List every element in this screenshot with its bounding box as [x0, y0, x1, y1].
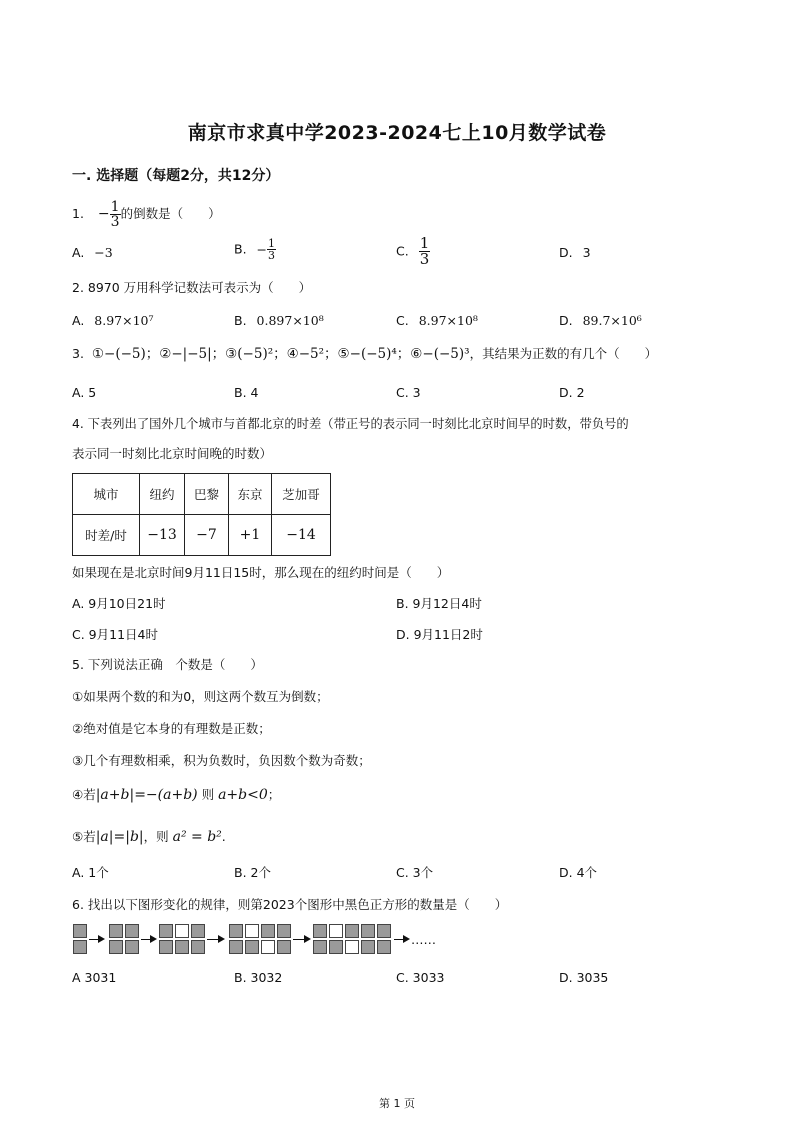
question-6: 6. 找出以下图形变化的规律，则第2023个图形中黑色正方形的数量是（ ） [72, 897, 508, 912]
gray-square [229, 924, 243, 938]
option-c: C. 9月11日4时 [72, 627, 158, 642]
option-a [72, 313, 154, 329]
gray-square [329, 940, 343, 954]
option-b: B. 4 [234, 385, 259, 400]
white-square [261, 940, 275, 954]
option-value: 89.7×10⁶ [582, 313, 642, 328]
gray-square [191, 940, 205, 954]
gray-square [109, 924, 123, 938]
option-d: D. 2 [559, 385, 585, 400]
question-4-line-1: 4. 下表列出了国外几个城市与首都北京的时差（带正号的表示同一时刻比北京时间早的时数，带负号的 [72, 417, 629, 431]
option-value: 8.97×10⁸ [418, 313, 478, 328]
option-label: C. [396, 243, 409, 259]
fraction [267, 238, 276, 261]
option-d: D. 3035 [559, 970, 609, 985]
gray-square [175, 940, 189, 954]
neg-sign: − [97, 206, 110, 222]
statement-text: ，则 [143, 829, 173, 844]
math-expression: a+b<0 [218, 787, 268, 803]
option-label: D. [559, 245, 573, 260]
gray-square [125, 940, 139, 954]
table-cell: −7 [185, 515, 229, 556]
option-d [559, 245, 591, 261]
option-label: B. [234, 241, 247, 257]
option-d [559, 313, 642, 329]
statement-3: ③几个有理数相乘，积为负数时，负因数个数为奇数； [72, 753, 371, 768]
table-cell: −14 [272, 515, 331, 556]
gray-square [159, 924, 173, 938]
option-label: C. [396, 313, 409, 328]
gray-square [377, 924, 391, 938]
option-value: 3 [582, 245, 591, 260]
math-expression: |a|=|b| [95, 829, 144, 845]
fraction-denominator: 3 [419, 250, 430, 268]
statement-text: . [221, 829, 226, 844]
fraction [110, 200, 121, 229]
neg-sign: − [256, 241, 268, 257]
gray-square [313, 940, 327, 954]
white-square [175, 924, 189, 938]
option-value: 0.897×10⁸ [256, 313, 324, 328]
page-title: 南京市求真中学2023-2024七上10月数学试卷 [187, 122, 607, 144]
statement-4 [72, 787, 280, 803]
gray-square [377, 940, 391, 954]
gray-square [125, 924, 139, 938]
option-a: A 3031 [72, 970, 117, 985]
gray-square [313, 924, 327, 938]
white-square [345, 940, 359, 954]
option-b: B. 3032 [234, 970, 283, 985]
question-2: 2. 8970 万用科学记数法可表示为（ ） [72, 280, 312, 295]
table-row [73, 474, 331, 515]
gray-square [277, 940, 291, 954]
option-label: D. [559, 313, 573, 328]
option-label: B. [234, 313, 247, 328]
option-a [72, 245, 113, 261]
statement-prefix: ⑤若 [72, 829, 96, 844]
gray-square [229, 940, 243, 954]
question-number: 3. [72, 346, 84, 361]
statement-text: 则 [197, 787, 219, 802]
gray-square [159, 940, 173, 954]
statement-2: ②绝对值是它本身的有理数是正数； [72, 721, 271, 736]
fraction-numerator: 1 [110, 199, 120, 215]
table-row [73, 515, 331, 556]
white-square [329, 924, 343, 938]
section-heading: 一. 选择题（每题2分，共12分） [72, 168, 280, 184]
option-a: A. 1个 [72, 865, 109, 880]
math-expression: |a+b|=−(a+b) [95, 787, 198, 803]
question-text: ，其结果为正数的有几个（ ） [469, 346, 658, 361]
gray-square [361, 940, 375, 954]
table-cell: +1 [229, 515, 272, 556]
option-b [234, 313, 324, 329]
option-b: B. 9月12日4时 [396, 596, 482, 611]
question-5: 5. 下列说法正确 个数是（ ） [72, 657, 263, 672]
option-a: A. 5 [72, 385, 97, 400]
option-d: D. 4个 [559, 865, 598, 880]
time-difference-table [72, 473, 331, 556]
table-header-cell: 纽约 [140, 474, 185, 515]
gray-square [345, 924, 359, 938]
question-text: 的倒数是（ ） [120, 206, 221, 221]
option-b: B. 2个 [234, 865, 271, 880]
statement-1: ①如果两个数的和为0，则这两个数互为倒数； [72, 689, 329, 704]
page-number: 第 1 页 [379, 1097, 415, 1110]
option-label: A. [72, 313, 85, 328]
option-c: C. 3 [396, 385, 421, 400]
fraction [419, 236, 431, 267]
question-4-prompt: 如果现在是北京时间9月11日15时，那么现在的纽约时间是（ ） [72, 565, 450, 580]
question-4-line-2: 表示同一时刻比北京时间晚的时数） [72, 446, 273, 461]
fraction-denominator: 3 [110, 214, 120, 230]
option-c: C. 3个 [396, 865, 434, 880]
gray-square [277, 924, 291, 938]
table-header-cell: 城市 [73, 474, 140, 515]
table-header-cell: 芝加哥 [272, 474, 331, 515]
option-c [396, 313, 478, 329]
fraction-numerator: 1 [268, 237, 276, 250]
fraction-numerator: 1 [419, 234, 430, 252]
question-1 [72, 200, 221, 229]
option-value: 8.97×10⁷ [94, 313, 154, 328]
table-header-cell: 巴黎 [185, 474, 229, 515]
option-c: C. 3033 [396, 970, 445, 985]
gray-square [73, 940, 87, 954]
statement-text: ； [267, 787, 281, 802]
math-expression: ①−(−5)；②−|−5|；③(−5)²；④−5²；⑤−(−5)⁴；⑥−(−5)³ [91, 346, 470, 362]
gray-square [191, 924, 205, 938]
statement-prefix: ④若 [72, 787, 96, 802]
ellipsis: …… [411, 932, 436, 947]
arrow-right-icon [394, 939, 408, 940]
gray-square [109, 940, 123, 954]
arrow-right-icon [89, 939, 103, 940]
arrow-right-icon [293, 939, 309, 940]
option-value: −3 [94, 245, 113, 260]
option-d: D. 9月11日2时 [396, 627, 483, 642]
fraction-denominator: 3 [268, 249, 276, 262]
white-square [245, 924, 259, 938]
math-expression: a² = b² [172, 829, 222, 845]
option-b [234, 238, 276, 261]
gray-square [73, 924, 87, 938]
statement-5 [72, 829, 226, 845]
option-label: A. [72, 245, 85, 260]
option-a: A. 9月10日21时 [72, 596, 166, 611]
table-cell: −13 [140, 515, 185, 556]
gray-square [261, 924, 275, 938]
gray-square [245, 940, 259, 954]
table-header-cell: 东京 [229, 474, 272, 515]
table-row-label: 时差/时 [73, 515, 140, 556]
question-3 [72, 346, 657, 362]
option-c [396, 236, 430, 267]
arrow-right-icon [207, 939, 223, 940]
question-number: 1. [72, 206, 84, 221]
arrow-right-icon [141, 939, 155, 940]
gray-square [361, 924, 375, 938]
